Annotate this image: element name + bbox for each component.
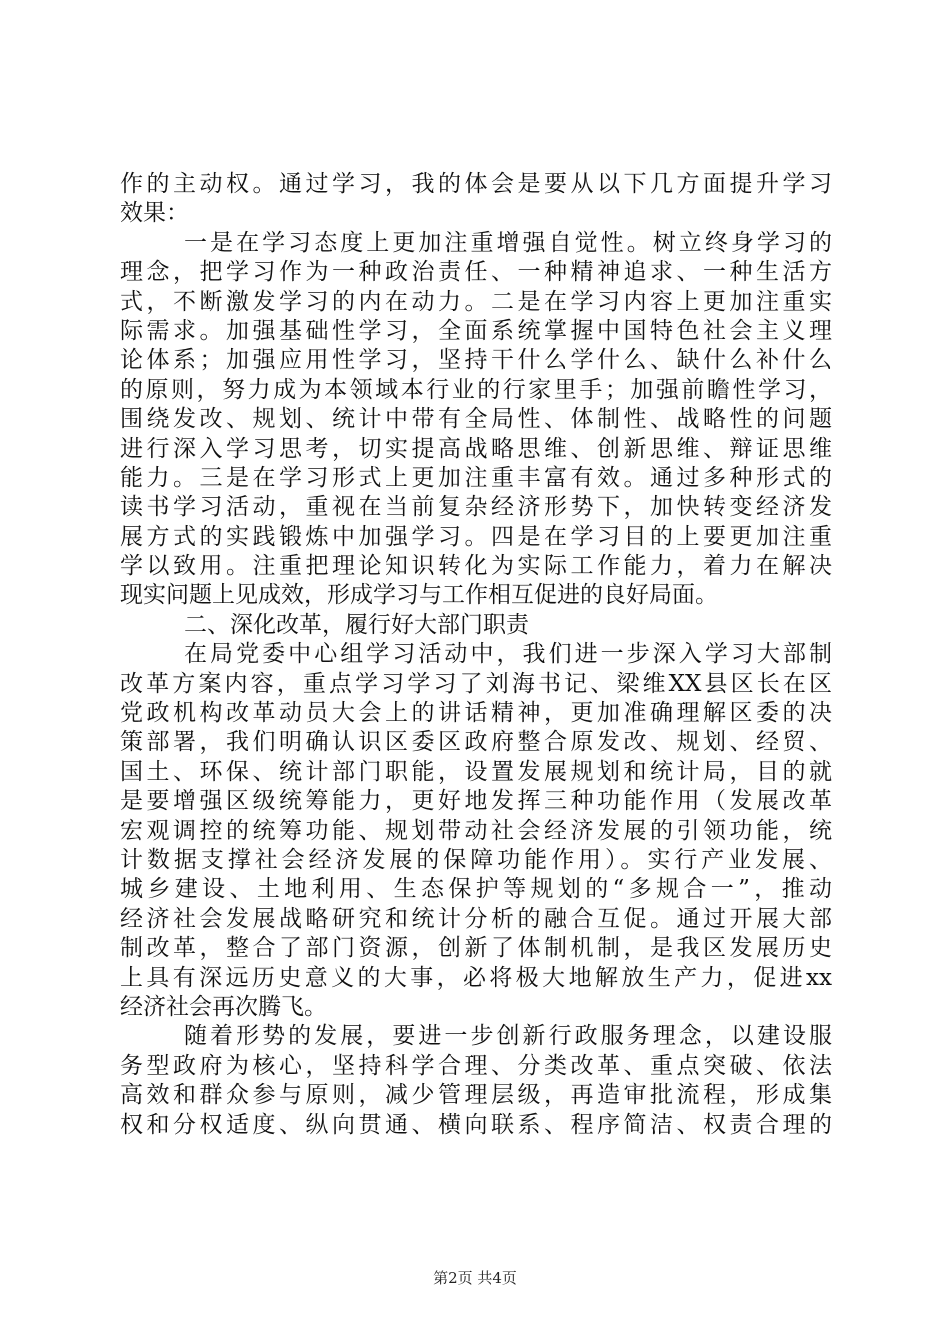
text-line: 进行深入学习思考，切实提高战略思维、创新思维、辩证思维 (120, 435, 832, 462)
body-text (120, 170, 832, 1140)
text-line: 宏观调控的统筹功能、规划带动社会经济发展的引领功能，统 (120, 817, 832, 844)
section-heading: 二、深化改革，履行好大部门职责 (184, 611, 529, 638)
text-line: 是要增强区级统筹能力，更好地发挥三种功能作用（发展改革 (120, 788, 832, 815)
text-line: 计数据支撑社会经济发展的保障功能作用）。实行产业发展、 (120, 846, 832, 873)
text-line: 读书学习活动，重视在当前复杂经济形势下，加快转变经济发 (120, 494, 832, 521)
page-number-footer: 第2页 共4页 (433, 1269, 517, 1287)
text-line: 效果： (120, 200, 189, 227)
text-line: 策部署，我们明确认识区委区政府整合原发改、规划、经贸、 (120, 729, 832, 756)
text-line: 能力。三是在学习形式上更加注重丰富有效。通过多种形式的 (120, 464, 832, 491)
text-line: 经济社会再次腾飞。 (120, 993, 327, 1020)
text-line: 权和分权适度、纵向贯通、横向联系、程序简洁、权责合理的 (120, 1111, 832, 1138)
text-line: 经济社会发展战略研究和统计分析的融合互促。通过开展大部 (120, 905, 832, 932)
paragraph-first-line: 在局党委中心组学习活动中，我们进一步深入学习大部制 (184, 641, 832, 668)
text-line: 学以致用。注重把理论知识转化为实际工作能力，着力在解决 (120, 553, 832, 580)
text-line: 高效和群众参与原则，减少管理层级，再造审批流程，形成集 (120, 1082, 832, 1109)
paragraph-first-line: 随着形势的发展，要进一步创新行政服务理念，以建设服 (184, 1023, 832, 1050)
text-line: 理念，把学习作为一种政治责任、一种精神追求、一种生活方 (120, 259, 832, 286)
paragraph-first-line: 一是在学习态度上更加注重增强自觉性。树立终身学习的 (184, 229, 832, 256)
text-line: 现实问题上见成效，形成学习与工作相互促进的良好局面。 (120, 582, 718, 609)
text-line: 制改革，整合了部门资源，创新了体制机制，是我区发展历史 (120, 935, 832, 962)
text-line: 改革方案内容，重点学习学习了刘海书记、梁维XX县区长在区 (120, 670, 832, 697)
text-line: 作的主动权。通过学习，我的体会是要从以下几方面提升学习 (120, 171, 832, 197)
text-line: 国土、环保、统计部门职能，设置发展规划和统计局，目的就 (120, 758, 832, 785)
text-line: 上具有深远历史意义的大事，必将极大地解放生产力，促进xx (120, 964, 832, 991)
text-line: 际需求。加强基础性学习，全面系统掌握中国特色社会主义理 (120, 317, 832, 344)
text-line: 式，不断激发学习的内在动力。二是在学习内容上更加注重实 (120, 288, 832, 315)
text-line: 务型政府为核心，坚持科学合理、分类改革、重点突破、依法 (120, 1052, 832, 1079)
text-line: 论体系；加强应用性学习，坚持干什么学什么、缺什么补什么 (120, 347, 832, 374)
text-line: 展方式的实践锻炼中加强学习。四是在学习目的上要更加注重 (120, 523, 832, 550)
text-line: 围绕发改、规划、统计中带有全局性、体制性、战略性的问题 (120, 406, 832, 433)
text-line: 党政机构改革动员大会上的讲话精神，更加准确理解区委的决 (120, 700, 832, 727)
text-line: 城乡建设、土地利用、生态保护等规划的“多规合一”，推动 (120, 876, 832, 903)
text-line: 的原则，努力成为本领域本行业的行家里手；加强前瞻性学习， (120, 376, 832, 403)
